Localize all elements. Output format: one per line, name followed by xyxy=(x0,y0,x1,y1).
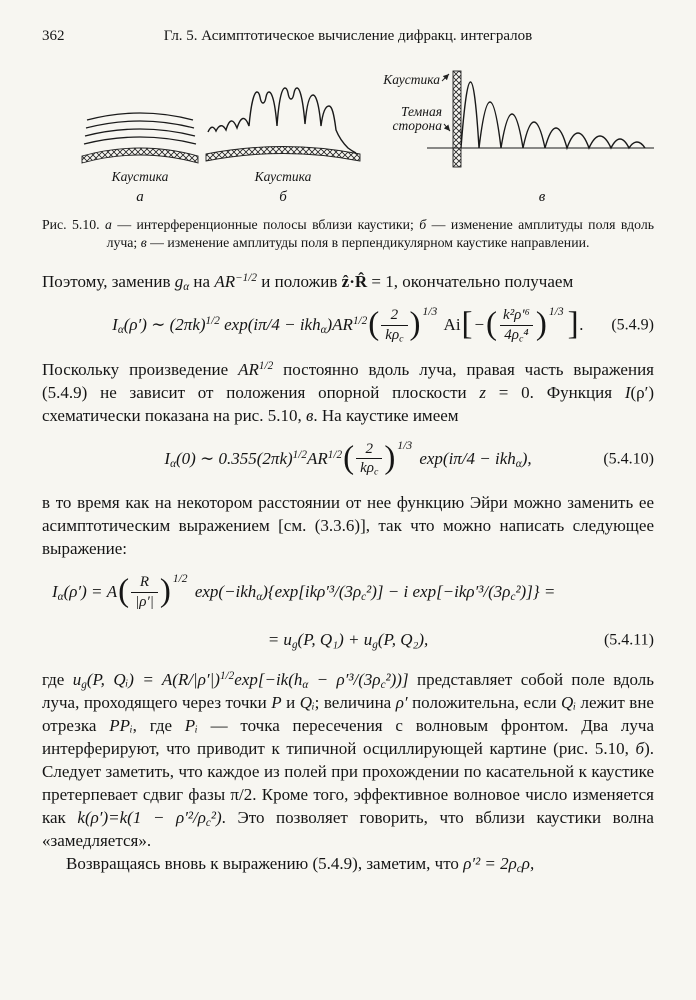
math-run xyxy=(214,272,257,291)
fraction-numerator: k²ρ′⁶ xyxy=(503,307,530,323)
equation-5-4-10 xyxy=(42,440,654,479)
exponent: 1/3 xyxy=(548,306,564,318)
sub: g xyxy=(372,638,378,651)
text-run: ⁴ xyxy=(523,326,529,343)
math-run xyxy=(238,360,273,379)
caption-letter-b: б xyxy=(419,217,427,232)
sub: α xyxy=(170,457,176,470)
text-run: AR xyxy=(214,272,236,291)
exponent: 1/3 xyxy=(422,306,438,318)
airy-pattern-curve xyxy=(461,82,645,148)
minus-sign: − xyxy=(473,315,486,335)
big-paren-right: ) xyxy=(159,573,171,610)
airy-function-symbol: Ai xyxy=(440,315,461,335)
sub: c xyxy=(361,591,367,604)
text-run: exp(−ikh xyxy=(190,582,257,602)
fraction xyxy=(131,573,158,612)
math-run xyxy=(77,808,221,827)
text-run: представляет собой поле вдоль луча, проходящего через точки xyxy=(42,669,654,712)
text-run: = 0. Функция xyxy=(486,382,625,402)
sub: α xyxy=(117,324,124,337)
text-run: на xyxy=(189,272,215,291)
caustic-band-hatched xyxy=(82,148,198,163)
sub: α xyxy=(515,457,522,470)
sub: g xyxy=(291,638,298,651)
body-text xyxy=(42,270,654,875)
sub: c xyxy=(519,333,524,345)
caption-run: — интерференционные полосы вблизи каустики; xyxy=(111,217,420,232)
text-run: 4ρ xyxy=(504,326,519,343)
text-run: (ρ′) = A xyxy=(63,582,118,602)
equation-body xyxy=(164,440,531,479)
caustic-band-hatched xyxy=(206,147,360,162)
text-run: I xyxy=(52,582,58,602)
sub: α xyxy=(302,678,309,691)
equation-body xyxy=(52,573,555,612)
text-run: Возвращаясь вновь к выражению (5.4.9), заметим, что xyxy=(66,853,464,873)
fraction-denominator xyxy=(500,325,532,345)
text-run: , где xyxy=(132,715,185,735)
math-run xyxy=(175,272,189,291)
sub: α xyxy=(183,280,190,293)
paragraph-2 xyxy=(42,358,654,427)
text-run: kρ xyxy=(385,326,400,343)
interference-fringes xyxy=(84,113,196,144)
sub: α xyxy=(57,591,64,604)
math-run xyxy=(268,628,429,652)
text-run: ). Следует заметить, что каждое из полей при прохождении по касательной к каустике претерпевает сдвиг фазы π/2. Кроме того, эффективное волновое число изменяется как xyxy=(42,738,654,827)
paragraph-5 xyxy=(42,852,654,875)
math-run xyxy=(112,313,367,337)
math-run xyxy=(164,447,342,471)
text-run: — точка пересечения с волновым фронтом. Два луча интерферируют, что приводит к типичной осциллирующей картине (рис. 5.10, xyxy=(42,715,654,758)
fraction-numerator: R xyxy=(139,574,150,590)
sup: 1/2 xyxy=(258,359,274,372)
fraction-numerator: 2 xyxy=(390,307,399,323)
text-run: (ρ′) ∼ (2πk) xyxy=(123,315,206,335)
text-run: ; величина xyxy=(314,692,396,712)
text-run: (0) ∼ 0.355(2πk) xyxy=(175,448,293,468)
sub: c xyxy=(510,591,516,604)
panel-letter-a: а xyxy=(136,189,144,205)
panel-a xyxy=(82,113,198,205)
text-run: AR xyxy=(238,359,259,379)
sub: c xyxy=(205,816,211,829)
figure-5-10 xyxy=(42,68,654,252)
panel-v xyxy=(382,71,654,205)
fraction-denominator: |ρ′| xyxy=(131,592,158,612)
caption-run: Рис. 5.10. xyxy=(42,217,106,232)
text-run: (P, Q₁) + u xyxy=(297,629,373,649)
text-run: ){exp[ikρ′³/(3ρ xyxy=(262,582,362,602)
text-run: (P, Qᵢ) = A(R/|ρ′|) xyxy=(86,669,220,689)
caustic-label-a: Каустика xyxy=(111,169,169,184)
big-bracket-right: ] xyxy=(567,306,579,343)
caption-run: — изменение амплитуды поля вдоль луча; xyxy=(106,217,654,250)
text-run: ²) xyxy=(210,807,222,827)
field-amplitude-curve xyxy=(208,88,356,153)
math-run xyxy=(191,580,556,604)
fraction xyxy=(499,306,534,345)
text-run: exp[−ik(h xyxy=(234,669,303,689)
fraction xyxy=(356,440,382,479)
big-paren-left: ( xyxy=(486,306,498,343)
dark-side-arrow xyxy=(444,124,450,131)
big-bracket-left: [ xyxy=(461,306,473,343)
text-run: I xyxy=(164,448,171,468)
big-paren-right: ) xyxy=(384,439,396,476)
text-run: k(ρ′)=k(1 − ρ′²/ρ xyxy=(77,807,206,827)
page-header xyxy=(42,28,654,44)
page-number: 362 xyxy=(42,28,65,44)
sup: −1/2 xyxy=(235,271,257,284)
big-paren-right: ) xyxy=(409,306,421,343)
sup: 1/2 xyxy=(219,669,235,682)
caustic-arrow xyxy=(442,74,449,81)
fraction-numerator: 2 xyxy=(365,440,373,457)
fraction-denominator xyxy=(356,458,382,478)
text-run: ρ′² = 2ρ xyxy=(463,853,517,873)
sub: α xyxy=(256,591,263,604)
text-run: g xyxy=(174,272,184,291)
text-run: )AR xyxy=(326,315,353,335)
text-run: ), xyxy=(521,448,532,468)
caption-letter-a: а xyxy=(105,217,112,232)
big-paren-left: ( xyxy=(368,306,380,343)
text-run: = u xyxy=(267,629,292,649)
text-run: ²)]} = xyxy=(515,582,556,602)
sub: g xyxy=(81,678,87,691)
sub: c xyxy=(516,862,522,875)
sup: 1/2 xyxy=(292,448,307,461)
paragraph-1 xyxy=(42,270,654,293)
math-run: в xyxy=(305,405,314,425)
big-paren-left: ( xyxy=(343,439,355,476)
sub: c xyxy=(373,466,379,478)
sup: 1/2 xyxy=(205,315,220,328)
caption-letter-v: в xyxy=(140,235,147,250)
text-run: exp(iπ/4 − ikh xyxy=(219,315,321,335)
text-run: ρ, xyxy=(521,853,535,873)
panel-letter-b: б xyxy=(279,189,287,205)
text-run: где xyxy=(42,669,73,689)
equation-body xyxy=(268,628,429,652)
text-run: (ρ′) схематически показана на рис. 5.10, xyxy=(42,382,655,425)
text-run: exp(iπ/4 − ikh xyxy=(415,448,516,468)
caustic-label-b: Каустика xyxy=(254,169,312,184)
equation-number: (5.4.11) xyxy=(603,631,654,648)
running-head: Гл. 5. Асимптотическое вычисление дифракц. интегралов xyxy=(163,28,533,44)
equation-5-4-9 xyxy=(42,306,654,345)
math-run xyxy=(52,580,117,604)
text-run: kρ xyxy=(360,460,374,477)
math-run: Qᵢ xyxy=(561,692,577,712)
sub: α xyxy=(320,324,327,337)
text-run: Поэтому, заменив xyxy=(42,272,175,291)
text-run: . На каустике имеем xyxy=(313,405,459,425)
equation-5-4-11-line1 xyxy=(42,573,654,612)
text-run: u xyxy=(72,669,82,689)
math-run: P xyxy=(271,692,282,712)
exponent: 1/3 xyxy=(397,439,413,452)
figure-caption xyxy=(42,216,654,252)
text-run: . Это позволяет говорить, что вблизи каустики волна «замедляется». xyxy=(42,807,654,850)
fraction-denominator xyxy=(381,325,407,345)
panel-letter-v: в xyxy=(538,189,546,205)
text-run: . xyxy=(579,315,584,335)
text-run: = 1, окончательно получаем xyxy=(367,272,574,291)
text-run: постоянно вдоль луча, правая часть выражения (5.4.9) не зависит от положения опорной плоскости xyxy=(42,359,654,402)
dark-side-label-line2: сторона xyxy=(392,118,442,133)
math-run xyxy=(415,447,532,471)
text-run: I xyxy=(112,315,118,335)
text-run: AR xyxy=(307,448,328,468)
text-run: (P, Q₂), xyxy=(377,629,429,649)
text-run: положительна, если xyxy=(407,692,562,712)
text-run: и xyxy=(281,692,300,712)
text-run: − ρ′³/(3ρ xyxy=(308,669,381,689)
text-run: и положив xyxy=(257,272,342,291)
math-run: б xyxy=(635,738,645,758)
math-run: I xyxy=(624,382,631,402)
math-run: Pᵢ xyxy=(184,715,198,735)
math-run: ρ′ xyxy=(395,692,408,712)
math-run xyxy=(73,670,409,689)
equation-number: (5.4.9) xyxy=(611,316,654,334)
sup: 1/2 xyxy=(327,448,343,461)
caustic-strip xyxy=(453,71,461,167)
big-paren-right: ) xyxy=(535,306,547,343)
caustic-label-v: Каустика xyxy=(383,72,440,87)
exponent: 1/2 xyxy=(172,573,188,585)
sub: c xyxy=(399,333,404,345)
math-run: Qᵢ xyxy=(299,692,315,712)
equation-5-4-11-line2 xyxy=(42,625,654,655)
text-run: ²))] xyxy=(385,669,409,689)
panel-b xyxy=(206,88,360,205)
paragraph-4 xyxy=(42,668,654,852)
text-run: в то время как на некотором расстоянии от нее функцию Эйри можно заменить ее асимптотическим выражением [см. (3.3.6)], так что можно написать следующее выражение: xyxy=(42,493,654,558)
caption-run: — изменение амплитуды поля в перпендикулярном каустике направлении. xyxy=(146,235,590,250)
sub: c xyxy=(380,678,386,691)
equation-body xyxy=(112,306,584,345)
math-run: PPᵢ xyxy=(109,715,133,735)
sup: 1/2 xyxy=(352,315,368,328)
text-run: лежит вне отрезка xyxy=(42,692,654,735)
fraction xyxy=(381,306,407,345)
text-run: ²)] − i exp[−ikρ′³/(3ρ xyxy=(366,582,511,602)
big-paren-left: ( xyxy=(118,573,130,610)
math-run: z xyxy=(479,382,487,402)
text-run: Поскольку произведение xyxy=(42,359,239,379)
figure-graphics xyxy=(42,68,654,210)
paragraph-3 xyxy=(42,491,654,560)
math-run: ẑ·R̂ xyxy=(341,272,368,291)
equation-number: (5.4.10) xyxy=(603,450,654,468)
dark-side-label-line1: Темная xyxy=(400,104,442,119)
math-run xyxy=(463,854,534,873)
